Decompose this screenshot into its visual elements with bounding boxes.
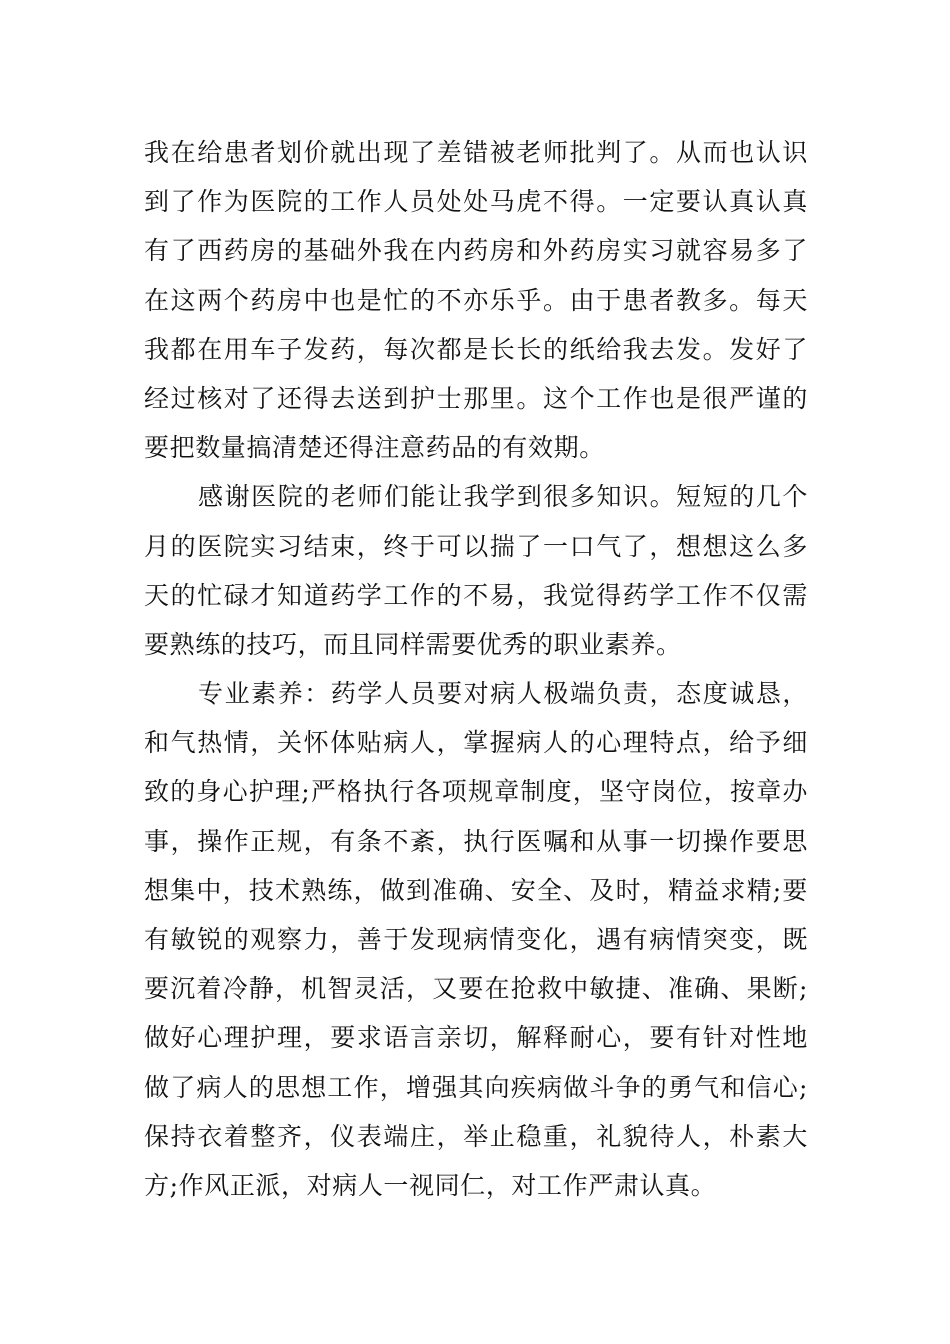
text-line: 要把数量搞清楚还得注意药品的有效期。 [144, 433, 605, 463]
text-line: 有了西药房的基础外我在内药房和外药房实习就容易多了 [144, 236, 808, 266]
text-line: 方;作风正派，对病人一视同仁，对工作严肃认真。 [144, 1170, 717, 1200]
text-line: 在这两个药房中也是忙的不亦乐乎。由于患者教多。每天 [144, 285, 808, 315]
text-line: 做好心理护理，要求语言亲切，解释耐心，要有针对性地 [144, 1023, 808, 1053]
text-line: 天的忙碌才知道药学工作的不易，我觉得药学工作不仅需 [144, 580, 808, 610]
paragraph-2 [144, 472, 808, 669]
text-line: 月的医院实习结束，终于可以揣了一口气了，想想这么多 [144, 531, 808, 561]
text-line: 感谢医院的老师们能让我学到很多知识。短短的几个 [198, 482, 808, 512]
paragraph-3 [144, 669, 808, 1210]
text-line: 致的身心护理;严格执行各项规章制度，坚守岗位，按章办 [144, 777, 808, 807]
text-line: 我都在用车子发药，每次都是长长的纸给我去发。发好了 [144, 334, 808, 364]
document-body [144, 128, 808, 1210]
text-line: 专业素养：药学人员要对病人极端负责，态度诚恳， [198, 679, 808, 709]
text-line: 要沉着冷静，机智灵活，又要在抢救中敏捷、准确、果断; [144, 974, 808, 1004]
text-line: 我在给患者划价就出现了差错被老师批判了。从而也认识 [144, 138, 808, 167]
text-line: 要熟练的技巧，而且同样需要优秀的职业素养。 [144, 629, 682, 659]
text-line: 有敏锐的观察力，善于发现病情变化，遇有病情突变，既 [144, 925, 808, 954]
text-line: 到了作为医院的工作人员处处马虎不得。一定要认真认真 [144, 187, 808, 217]
text-line: 事，操作正规，有条不紊，执行医嘱和从事一切操作要思 [144, 826, 808, 856]
text-line: 经过核对了还得去送到护士那里。这个工作也是很严谨的 [144, 383, 808, 413]
text-line: 想集中，技术熟练，做到准确、安全、及时，精益求精;要 [144, 875, 808, 905]
text-line: 做了病人的思想工作，增强其向疾病做斗争的勇气和信心; [144, 1072, 808, 1102]
text-line: 和气热情，关怀体贴病人，掌握病人的心理特点，给予细 [144, 728, 808, 758]
text-line: 保持衣着整齐，仪表端庄，举止稳重，礼貌待人，朴素大 [144, 1121, 808, 1151]
paragraph-1 [144, 128, 808, 472]
